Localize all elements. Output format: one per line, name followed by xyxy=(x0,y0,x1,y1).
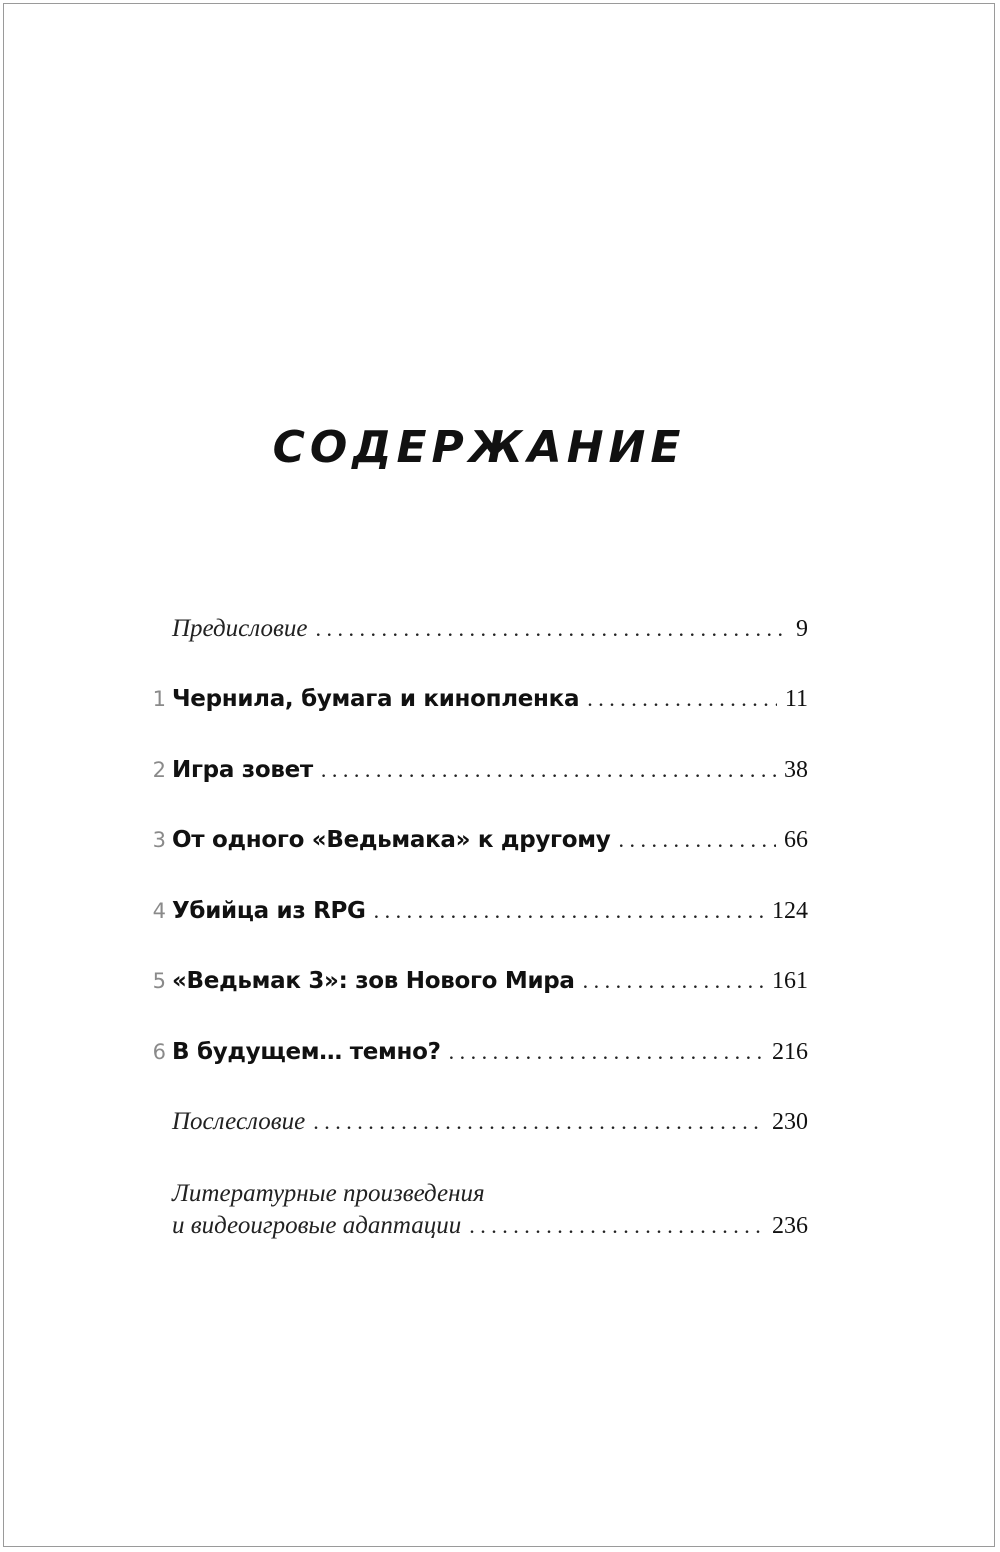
toc-entry-chapter-3[interactable] xyxy=(152,823,808,857)
dot-leader xyxy=(618,823,776,857)
toc-entry-page: 38 xyxy=(784,757,808,783)
toc-entry-page: 216 xyxy=(772,1039,808,1065)
chapter-number: 4 xyxy=(152,899,166,923)
dot-leader xyxy=(315,612,788,646)
toc-entry-chapter-5[interactable] xyxy=(152,964,808,998)
toc-entry-page: 66 xyxy=(784,827,808,853)
toc-entry-title: Предисловие xyxy=(172,615,308,642)
dot-leader xyxy=(449,1035,764,1069)
dot-leader xyxy=(469,1210,764,1242)
toc-entry-title: В будущем… темно? xyxy=(172,1039,441,1065)
chapter-number: 2 xyxy=(152,758,166,782)
dot-leader xyxy=(374,894,764,928)
toc-entry-title: «Ведьмак 3»: зов Нового Мира xyxy=(172,968,575,994)
toc-entry-page: 161 xyxy=(772,968,808,994)
toc-entry-title-line-2: и видеоигровые адаптации xyxy=(172,1212,462,1239)
toc-entry-page: 124 xyxy=(772,898,808,924)
chapter-number: 6 xyxy=(152,1040,166,1064)
toc-entry-adaptations[interactable] xyxy=(172,1178,808,1242)
dot-leader xyxy=(587,682,777,716)
toc-entry-chapter-1[interactable] xyxy=(152,682,808,716)
page xyxy=(3,3,995,1547)
toc-entry-chapter-6[interactable] xyxy=(152,1035,808,1069)
toc-entry-title: От одного «Ведьмака» к другому xyxy=(172,827,611,853)
toc-entry-title-line-1: Литературные произведения xyxy=(172,1180,485,1207)
dot-leader xyxy=(321,753,776,787)
toc-entry-chapter-4[interactable] xyxy=(152,894,808,928)
chapter-number: 1 xyxy=(152,687,166,711)
dot-leader xyxy=(313,1105,764,1139)
toc-entry-page: 230 xyxy=(772,1109,808,1135)
toc-entry-title: Чернила, бумага и кинопленка xyxy=(172,686,580,712)
toc-entry-page: 9 xyxy=(796,616,808,642)
page-title: СОДЕРЖАНИЕ xyxy=(272,422,686,473)
toc-entry-title: Послесловие xyxy=(172,1108,306,1135)
toc-entry-afterword[interactable] xyxy=(172,1105,808,1139)
toc-entry-page: 11 xyxy=(784,686,808,712)
toc-entry-title: Игра зовет xyxy=(172,757,313,783)
chapter-number: 3 xyxy=(152,828,166,852)
chapter-number: 5 xyxy=(152,969,166,993)
toc-entry-preface[interactable] xyxy=(172,612,808,646)
toc-entry-chapter-2[interactable] xyxy=(152,753,808,787)
dot-leader xyxy=(583,964,764,998)
toc-entry-title: Убийца из RPG xyxy=(172,898,366,924)
toc-entry-line-2 xyxy=(172,1210,808,1242)
toc-entry-page: 236 xyxy=(772,1213,808,1239)
